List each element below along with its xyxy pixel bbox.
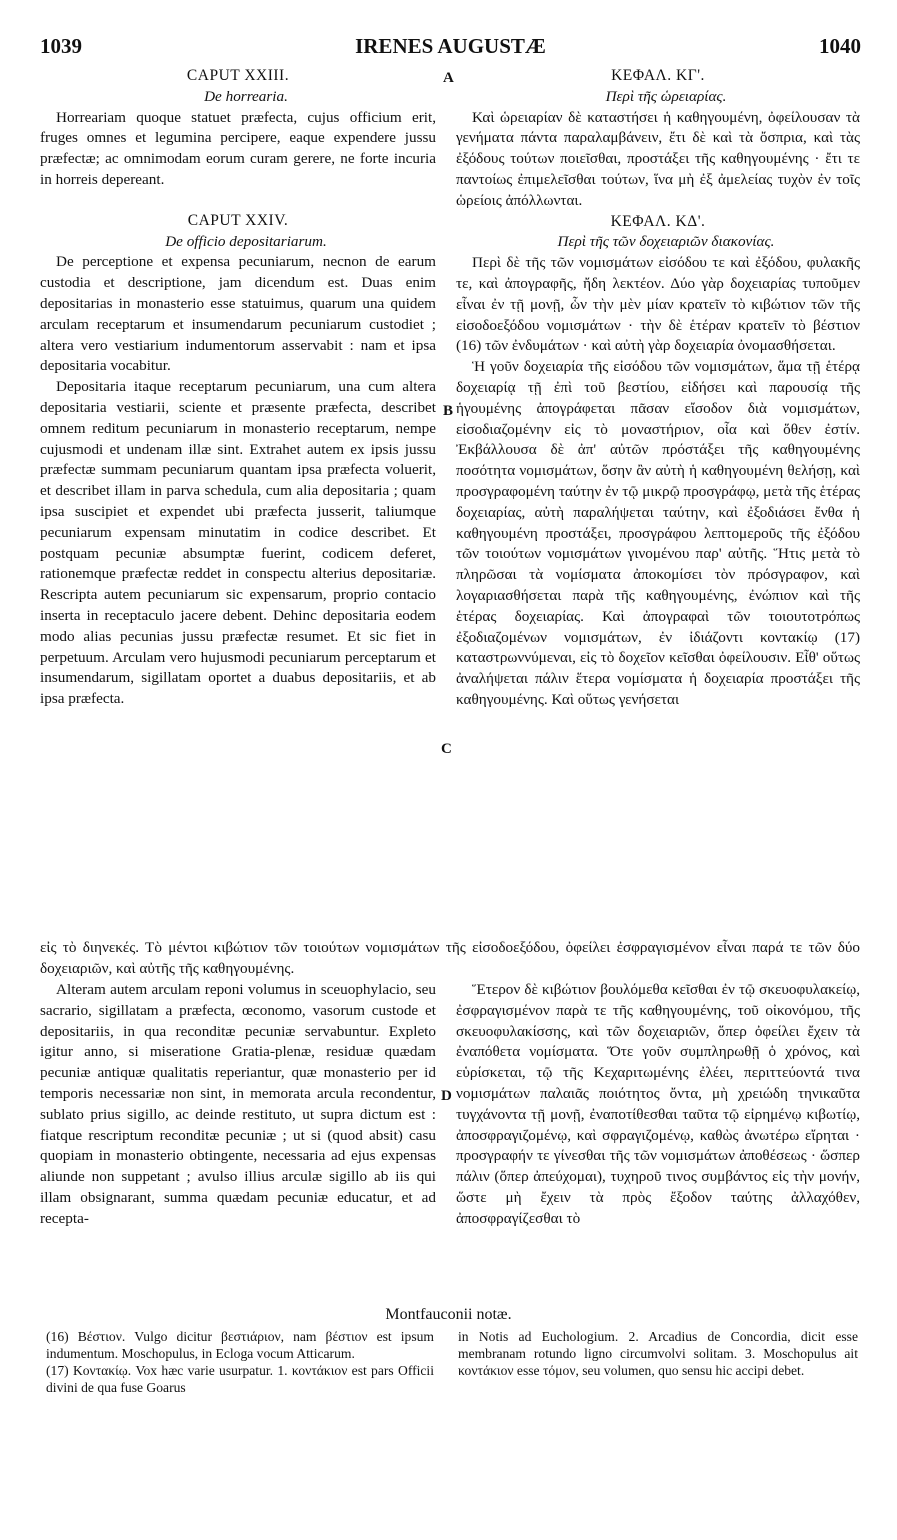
margin-marker-a: A (443, 70, 454, 86)
margin-marker-b: B (443, 403, 454, 419)
greek-chapter-24-paragraph-2: Ἡ γοῦν δοχειαρία τῆς εἰσόδου τῶν νομισμάτων, ἅμα τῇ ἑτέρᾳ δοχειαρίᾳ τῇ ἐπὶ τοῦ βεστίου, εἰδήσει καὶ παρουσίᾳ τῆς ἡγουμένης ἀπογράφεται πᾶσαν εἴσοδον διὰ νομισμάτων, εἰσοδιαζομένην εἰς τὸ μοναστήριον, οἷα καὶ ὅθεν ἐστίν. Ἐκβάλλουσα δὲ ἀπ' αὐτῶν πρόστάξει τῆς καθηγουμένης ποσότητα νομισμάτων, ὅσην ἂν αὐτὴ ἡ καθηγουμένη θελήσῃ, καὶ προσγραφομένη ταύτην ἐν τῷ μικρῷ προσγράφῳ, μετὰ τῆς ἑτέρας δοχειαρίας, αὐτὴ παραλήψεται ταύτην, καὶ ἐξοδιάσει ἔνθα ἡ καθηγουμένη προστάξει, προσγράφου λεπτομεροῦς τῆς ἐξόδου τῶν τοιούτων νομισμάτων γινομένου παρ' αὐτῆς. Ἥτις μετὰ τὸ πληρῶσαι τὰ νομίσματα ἀποκομίσει τὸν πρόσγραφον, καὶ λογαριασθήσεται παρὰ τῆς καθηγουμένης, ἐνώπιον καὶ τῆς ἑτέρας δοχειαρίας. Καὶ ἀπογραφαὶ τῶν τοιουτοτρόπως ἐξοδιαζομένων νομισμάτων, ἐν ἰδιάζοντι κοντακίῳ (17) καταστρωννύμεναι, εἰς τὸ δοχεῖον κεῖσθαι ὀφείλουσιν. Εἶθ' οὕτως ἀναλήψεται πάλιν ἕτερα νομίσματα ἡ δοχειαρία προστάξει τῆς καθηγουμένης. Καὶ οὕτως γενήσεται (456, 358, 860, 708)
greek-column-lower (456, 980, 860, 1230)
running-title: IRENES AUGUSTÆ (355, 34, 546, 58)
latin-chapter-24-paragraph-3: Alteram autem arculam reponi volumus in sceuophylacio, seu sacrario, sigillatam a præfecta, œconomo, vasorum custode et depositariis, in qua reconditæ pecuniæ servabuntur. Expleto igitur anno, si miseratione Gratia-plenæ, residuæ quædam pecuniæ antiquæ qualitatis reperiantur, quæ monasterio per id temporis necessariæ non sint, in memorata arcula recondentur, sublato prius sigillo, ac deinde restituto, ut supra dictum est : fiatque rescriptum reconditæ pecuniæ ; ut si (quod absit) casu quopiam in monasterio obtingente, necessaria ad ejus expensas aliunde non suppetant ; avulso illius arculæ sigillo ab iis qui illam obsignarant, summa quædam pecuniæ educatur, et ad recepta- (40, 981, 436, 1227)
latin-column-lower (40, 980, 436, 1230)
latin-chapter-24-subtitle: De officio depositariarum. (165, 232, 327, 250)
greek-chapter-24-paragraph-1: Περὶ δὲ τῆς τῶν νομισμάτων εἰσόδου τε καὶ ἐξόδου, φυλακῆς τε, καὶ ἀπογραφῆς, ἤδη λεκτέον. Δύο γὰρ δοχειαρίας τυποῦμεν εἶναι ἐν τῇ μονῇ, ὧν τὴν μὲν μίαν κρατεῖν τὸ κιβώτιον τῶν τῆς εἰσοδοεξόδου νομισμάτων · τὴν δὲ ἑτέραν κρατεῖν τὸ βέστιον (16) τῶν ἐνδυμάτων · καὶ αὐτὴ γὰρ δοχειαρία ὀνομασθήσεται. (456, 254, 860, 355)
left-page-number: 1039 (40, 34, 82, 58)
greek-chapter-24-title: ΚΕΦΑΛ. ΚΔ'. (610, 212, 706, 230)
full-width-greek-line: εἰς τὸ διηνεκές. Τὸ μέντοι κιβώτιον τῶν τοιούτων νομισμάτων τῆς εἰσοδοεξόδου, ὀφείλει ἐσφραγισμένον εἶναι παρά τε τῶν δύο δοχειαριῶν, καὶ αὐτῆς τῆς καθηγουμένης. (40, 939, 860, 977)
right-page-number: 1040 (819, 34, 861, 58)
greek-chapter-24-subtitle: Περὶ τῆς τῶν δοχειαριῶν διακονίας. (557, 233, 775, 251)
greek-chapter-23-subtitle: Περὶ τῆς ὡρειαρίας. (605, 87, 727, 105)
latin-chapter-24-paragraph-1: De perceptione et expensa pecuniarum, necnon de earum custodia et descriptione, jam dicendum est. Duas enim depositarias in monasterio esse statuimus, quarum una quidem arculam receptarum et insumendarum pecuniarum custodiet ; altera vero vestiarium indumentorum asservabit : nam et ipsa depositaria vocabitur. (40, 253, 436, 375)
latin-column (40, 66, 436, 710)
greek-column (456, 66, 860, 711)
footnote-17-continued: in Notis ad Euchologium. 2. Arcadius de Concordia, dicit esse membranam rotundo ligno circumvolvi solitam. 3. Moschopulus ait κοντάκιον esse τόμον, seu volumen, quo sensu hic accipi debet. (458, 1329, 858, 1378)
footnotes-left (46, 1328, 434, 1396)
footnote-17: (17) Κοντακίῳ. Vox hæc varie usurpatur. 1. κοντάκιον est pars Officii divini de qua fuse Goarus (46, 1363, 434, 1395)
latin-chapter-23-title: CAPUT XXIII. (186, 67, 290, 84)
page-header (40, 34, 861, 64)
notes-heading: Montfauconii notæ. (385, 1306, 512, 1323)
latin-chapter-23-subtitle: De horrearia. (204, 87, 288, 105)
greek-chapter-23-text: Καὶ ὡρειαρίαν δὲ καταστήσει ἡ καθηγουμένη, ὀφείλουσαν τὰ γενήματα πάντα παραλαμβάνειν, ἔτι δὲ καὶ τὰ ὄσπρια, καὶ τὰς ἐξόδους τούτων ποιεῖσθαι, προστάξει τῆς καθηγουμένης · ἔτι τε παντοίως ἐπιμελεῖσθαι τούτων, ἵνα μὴ ἐξ ἀμελείας τυχὸν ἐν τοῖς ὡρείοις ἀπόλλωνται. (456, 108, 860, 209)
latin-chapter-24-title: CAPUT XXIV. (187, 211, 289, 229)
margin-marker-c: C (441, 741, 452, 757)
latin-chapter-24-paragraph-2: Depositaria itaque receptarum pecuniarum, una cum altera depositaria vestiarii, sciente et præsente præfecta, describet omnem reditum pecuniarum in monasterio receptarum, nempe cujusmodi et undenam illæ sint. Extrahet autem ex ipsis jussu præfectæ summam pecuniarum quantam ipsa præfecta voluerit, et describet illam in parva schedula, cum alia depositaria ; quam ipsa suscipiet et expendet ubi præfecta jusserit, taliumque pecuniarum expensam minutatim in codice describet. Et postquam pecuniæ absumptæ fuerint, codicem deferet, rationemque præfectæ reddet in conspectu alterius depositariæ. Rescripta autem pecuniarum sic expensarum, proprio contacio inserta in receptaculo jacere debent. Dehinc depositaria eodem modo alias pecunias jussu præfectæ resumet. Et sic fiet in perpetuum. Arculam vero hujusmodi pecuniarum perceptarum et insumendarum, sigillatam oportet a duabus depositariis, et ab ipsa præfecta. (40, 378, 436, 708)
margin-marker-d: D (441, 1088, 452, 1104)
greek-chapter-24-paragraph-3: Ἕτερον δὲ κιβώτιον βουλόμεθα κεῖσθαι ἐν τῷ σκευοφυλακείῳ, ἐσφραγισμένον παρὰ τε τῆς καθηγουμένης, τοῦ οἰκονόμου, τῆς σκευοφυλακίσσης, καὶ τῶν δοχειαριῶν, ὅπερ ὀφείλει ἔχειν τὰ ἐναπόθετα νομίσματα. Ὅτε γοῦν συμπληρωθῇ ὁ χρόνος, καὶ εὑρίσκεται, τῷ τῆς Κεχαριτωμένης ἐλέει, περιττεύοντά τινα νομισμάτων παλαιᾶς ποιότητος ὄντα, μὴ χρειώδη τηνικαῦτα τυγχάνοντα τῇ μονῇ, ἐναποτίθεσθαι ταῦτα τῷ εἰρημένῳ κιβωτίῳ, ἀποσφραγιζομένῳ, καὶ σφραγιζομένῳ, καθὼς ἀνωτέρω εἴρηται · προσγραφήν τε γίνεσθαι τῆς τῶν νομισμάτων ἀποθέσεως · ὥσπερ πάλιν (ὅπερ ἀπεύχομαι), τυχηροῦ τινος συμβάντος εἰς τὴν μονήν, ὥστε μὴ ἔχειν τὰ πρὸς ἔξοδον ταύτης ἀλλαχόθεν, ἀποσφραγίζεσθαι τὸ (456, 981, 860, 1227)
latin-chapter-23-text: Horreariam quoque statuet præfecta, cujus officium erit, fruges omnes et legumina percipere, eaque expendere jussu præfectæ; ac omnimodam eorum curam gerere, ne forte incuria in horreis depereant. (40, 108, 436, 188)
footnotes-right (458, 1328, 858, 1379)
footnote-16: (16) Βέστιον. Vulgo dicitur βεστιάριον, nam βέστιον est ipsum indumentum. Moschopulus, in Ecloga vocum Atticarum. (46, 1329, 434, 1361)
greek-chapter-23-title: ΚΕΦΑΛ. ΚΓ'. (611, 67, 705, 84)
